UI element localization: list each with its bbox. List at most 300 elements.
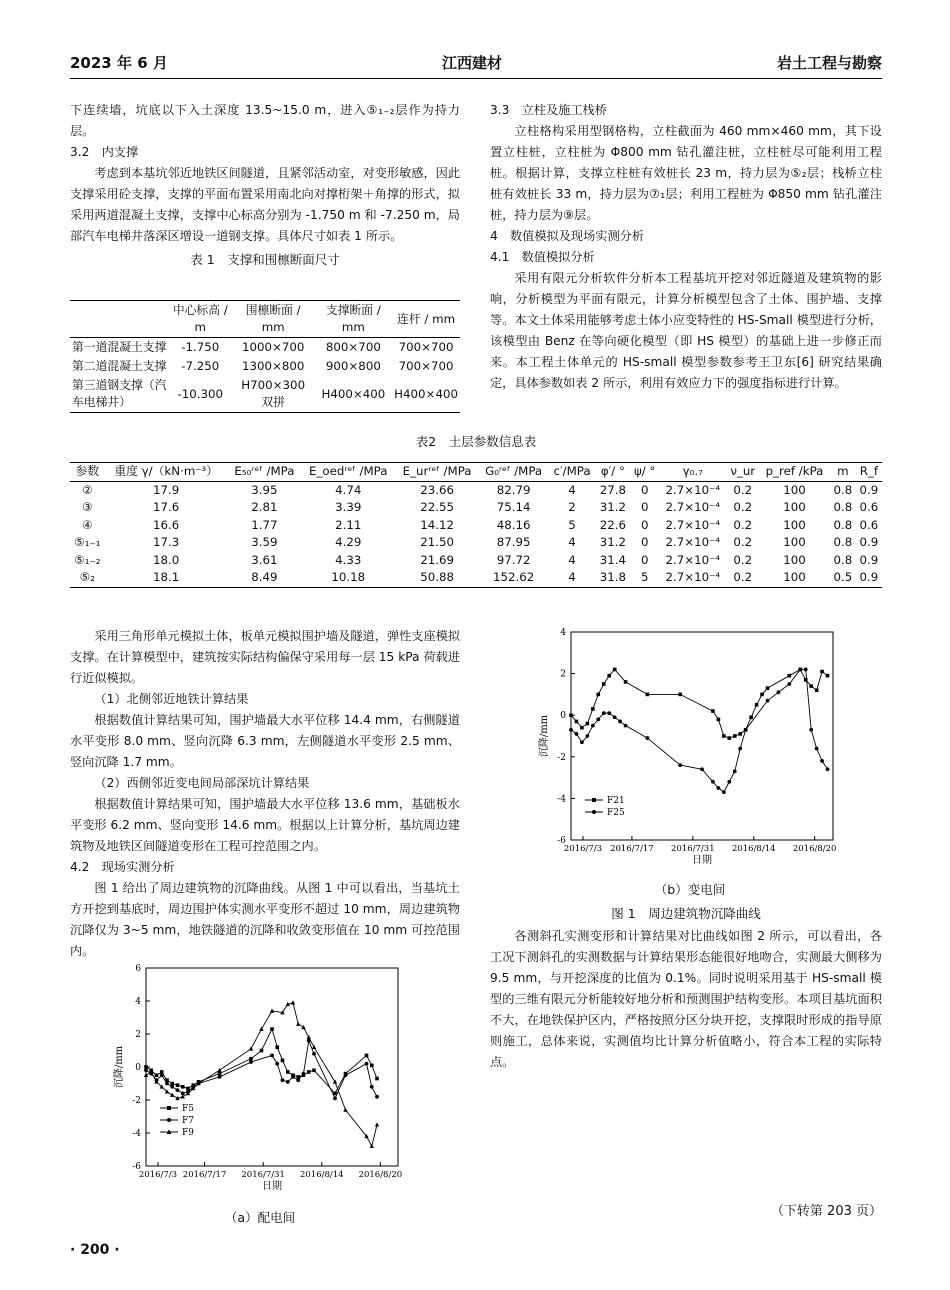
data-point-f5 (160, 1070, 164, 1074)
table-cell: 3.95 (251, 482, 278, 497)
data-point-f9 (296, 1022, 300, 1026)
table-cell: 0.9 (859, 570, 879, 584)
y-tick-label: -6 (132, 1162, 141, 1172)
right-column-bottom (490, 926, 882, 1073)
y-axis-label: 沉降/mm (539, 714, 550, 758)
continue-note: （下转第 203 页） (770, 1204, 882, 1219)
data-point-f7 (365, 1062, 369, 1066)
data-point-f21 (678, 693, 682, 697)
table-cell: 0.2 (733, 570, 753, 584)
paragraph: 根据数值计算结果可知，围护墙最大水平位移 14.4 mm，右侧隧道水平变形 8.0 mm、竖向沉降 6.3 mm，左侧隧道水平变形 2.5 mm、竖向沉降 1.7 mm。 (70, 713, 460, 769)
data-point-f7 (170, 1085, 174, 1089)
data-point-f5 (249, 1057, 253, 1061)
data-point-f25 (777, 690, 781, 694)
data-point-f25 (575, 732, 579, 736)
table-header-cell: G₀ʳᵉᶠ /MPa (485, 464, 543, 478)
data-point-f25 (711, 780, 715, 784)
legend-marker (167, 1118, 171, 1122)
table1-title: 表 1 支撑和围檩断面尺寸 (190, 252, 340, 267)
x-tick-label: 2016/8/14 (299, 1170, 344, 1180)
data-point-f25 (700, 767, 704, 771)
data-point-f21 (613, 668, 617, 672)
table-cell: 0.2 (733, 517, 753, 532)
table-cell: ② (82, 482, 93, 497)
table-cell: 82.79 (496, 482, 531, 497)
table-cell: 2.7×10⁻⁴ (665, 500, 721, 514)
data-point-f25 (804, 668, 808, 672)
data-point-f25 (809, 728, 813, 732)
table-cell: 50.88 (420, 570, 454, 584)
data-point-f9 (301, 1025, 305, 1029)
data-point-f5 (181, 1085, 185, 1089)
table-cell: 2.7×10⁻⁴ (665, 570, 721, 584)
paragraph: （1）北侧邻近地铁计算结果 (94, 692, 249, 706)
table-cell: 0.8 (833, 552, 853, 567)
data-point-f21 (760, 693, 764, 697)
data-point-f25 (826, 767, 830, 771)
data-point-f5 (218, 1072, 222, 1076)
table-header-cell: 重度 γ/（kN·m⁻³） (114, 464, 219, 478)
table-cell: 2.11 (335, 517, 362, 532)
table-header-cell: E_oedʳᵉᶠ /MPa (309, 464, 388, 478)
table-cell: 48.16 (496, 517, 531, 532)
table-cell: H400×400 (321, 386, 386, 401)
data-point-f7 (218, 1075, 222, 1079)
table-cell: 2.7×10⁻⁴ (665, 517, 721, 532)
table-cell: 3.61 (251, 552, 278, 567)
table-cell: 75.14 (496, 500, 531, 514)
table-cell: 0.8 (833, 500, 853, 514)
table-cell: 2 (568, 500, 576, 514)
x-tick-label: 2016/7/3 (563, 844, 603, 854)
data-point-f5 (307, 1070, 311, 1074)
data-point-f7 (160, 1073, 164, 1077)
data-point-f25 (624, 724, 628, 728)
series-line-f21 (571, 669, 828, 738)
y-tick-label: 0 (135, 1063, 141, 1073)
left-column-top (70, 100, 460, 274)
data-point-f5 (286, 1070, 290, 1074)
table-row (70, 517, 882, 535)
table-cell: 22.6 (599, 517, 627, 532)
table-cell: 14.12 (420, 517, 454, 532)
table-cell: 16.6 (153, 517, 180, 532)
data-point-f21 (586, 722, 590, 726)
y-tick-label: -2 (557, 752, 566, 763)
data-point-f21 (569, 713, 573, 717)
table2 (70, 462, 882, 588)
table-row (70, 552, 882, 570)
table-cell: 0.2 (733, 482, 753, 497)
data-point-f5 (155, 1073, 159, 1077)
legend-label: F7 (182, 1116, 194, 1126)
y-tick-label: 2 (560, 669, 566, 680)
table-cell: 31.2 (599, 535, 627, 549)
data-point-f25 (820, 759, 824, 763)
table-cell: -10.300 (177, 386, 224, 401)
table-cell: 152.62 (493, 570, 535, 584)
y-tick-label: 2 (135, 1030, 141, 1040)
table-cell: -7.250 (181, 359, 220, 373)
table-cell: 4.29 (335, 535, 362, 549)
data-point-f9 (312, 1045, 316, 1049)
data-point-f25 (766, 699, 770, 703)
table-cell: 10.18 (331, 570, 366, 584)
table-cell: 17.3 (153, 535, 180, 549)
legend-marker (167, 1106, 171, 1110)
page-header (70, 52, 882, 78)
table-cell: H700×300 双拼 (241, 378, 306, 409)
legend-label: F5 (182, 1104, 194, 1114)
data-point-f7 (291, 1075, 295, 1079)
table-cell: 800×700 (325, 340, 381, 354)
table-cell: 0.2 (733, 552, 753, 567)
data-point-f21 (624, 680, 628, 684)
data-point-f25 (798, 668, 802, 672)
table-cell: 0.8 (833, 482, 853, 497)
table-cell: 21.69 (420, 552, 454, 567)
table-cell: 100 (783, 482, 806, 497)
data-point-f25 (618, 720, 622, 724)
y-tick-label: 6 (135, 964, 141, 974)
table-cell: 100 (783, 552, 806, 567)
data-point-f25 (646, 736, 650, 740)
left-column-bottom (70, 626, 460, 962)
x-tick-label: 2016/8/14 (731, 844, 776, 854)
table-cell: 8.49 (251, 570, 278, 584)
table-cell: ③ (82, 500, 93, 514)
table-cell: 0.2 (733, 535, 753, 549)
y-axis-label: 沉降/mm (114, 1045, 125, 1089)
data-point-f9 (181, 1094, 185, 1098)
table-row (70, 338, 460, 358)
data-point-f25 (591, 724, 595, 728)
table-cell: 17.6 (153, 500, 180, 514)
legend-marker (592, 810, 596, 814)
table-row (70, 481, 882, 499)
table-header-cell: γ₀.₇ (682, 464, 703, 478)
table-header-cell: E_urʳᵉᶠ /MPa (402, 464, 472, 478)
table-cell: 18.0 (153, 552, 180, 567)
chart-a-caption: （a）配电间 (224, 1210, 296, 1225)
table-cell: 0.8 (833, 535, 853, 549)
data-point-f7 (144, 1068, 148, 1072)
paragraph: 立柱格构采用型钢格构，立柱截面为 460 mm×460 mm，其下设置立柱桩，立柱桩为 Φ800 mm 钻孔灌注桩，立柱桩尽可能利用工程桩。根据计算，支撑立柱桩有效桩长 23 m，持力层为⑤₂层；栈桥立柱桩有效桩长 33 m，持力层为⑦₁层；利用工程桩为 Φ850 mm 钻孔灌注桩，持力层为⑨层。 (490, 124, 882, 222)
legend-label: F25 (607, 808, 625, 818)
data-point-f21 (755, 703, 759, 707)
header-journal: 江西建材 (442, 54, 503, 72)
table-cell: 0.2 (733, 500, 753, 514)
table-cell: 4 (568, 552, 576, 567)
table-row (70, 499, 882, 517)
data-point-f7 (302, 1072, 306, 1076)
x-tick-label: 2016/8/20 (358, 1170, 403, 1180)
table-cell: 0 (640, 500, 649, 514)
table1 (70, 300, 460, 413)
table-header-cell: E₅₀ʳᵉᶠ /MPa (234, 464, 295, 478)
data-point-f25 (815, 747, 819, 751)
table-cell: H400×400 (394, 386, 458, 401)
data-point-f5 (365, 1054, 369, 1058)
data-point-f5 (176, 1083, 180, 1087)
table-cell: 第二道混凝土支撑 (72, 359, 167, 373)
data-point-f5 (312, 1069, 316, 1073)
table-header-cell: R_f (859, 464, 879, 478)
table-cell: 0 (640, 482, 649, 497)
data-point-f21 (820, 670, 824, 674)
table-cell: 31.8 (599, 570, 627, 584)
table-header-cell: 围檩断面 / mm (245, 303, 301, 334)
x-tick-label: 2016/7/31 (241, 1170, 285, 1180)
table-cell: 2.7×10⁻⁴ (665, 482, 721, 497)
data-point-f7 (344, 1073, 348, 1077)
table-cell: 0.9 (859, 535, 879, 549)
section-heading: 3.3 立柱及施工栈桥 (490, 103, 607, 117)
data-point-f25 (722, 790, 726, 794)
data-point-f25 (787, 682, 791, 686)
data-point-f25 (596, 717, 600, 721)
chart-b-settlement (535, 622, 845, 872)
table-cell: 4 (568, 570, 576, 584)
table-header-cell: ν_ur (730, 464, 756, 478)
y-tick-label: -6 (557, 836, 566, 846)
table-header-cell: 中心标高 / m (172, 303, 228, 334)
data-point-f25 (733, 769, 737, 773)
table-cell: 3.59 (251, 535, 278, 549)
table-cell: 第一道混凝土支撑 (72, 340, 167, 354)
x-axis-label: 日期 (262, 1181, 282, 1192)
x-tick-label: 2016/7/31 (671, 844, 715, 854)
data-point-f5 (260, 1049, 264, 1053)
table-header-cell (70, 301, 169, 338)
data-point-f5 (144, 1065, 148, 1069)
chart-a-settlement (110, 958, 410, 1198)
table-header-cell: 连杆 / mm (397, 311, 456, 326)
x-axis-label: 日期 (692, 855, 712, 866)
x-tick-label: 2016/7/17 (610, 844, 654, 854)
data-point-f21 (727, 736, 731, 740)
table-cell: 22.55 (420, 500, 454, 514)
data-point-f9 (249, 1046, 253, 1050)
data-point-f25 (744, 728, 748, 732)
data-point-f7 (286, 1080, 290, 1084)
data-point-f7 (296, 1078, 300, 1082)
table-cell: 700×700 (398, 359, 454, 373)
table-header-cell: 参数 (75, 464, 100, 478)
data-point-f25 (569, 728, 573, 732)
section-heading: 4.1 数值模拟分析 (490, 250, 595, 264)
table-header-row (70, 463, 882, 482)
series-line-f9 (146, 1003, 377, 1147)
table-cell: 0.6 (859, 500, 879, 514)
data-point-f7 (275, 1062, 279, 1066)
table-cell: ⑤₂ (79, 570, 95, 584)
table-cell: 31.4 (599, 552, 627, 567)
y-tick-label: -2 (132, 1096, 141, 1106)
table-cell: 0.8 (833, 517, 853, 532)
table-cell: 4.74 (335, 482, 362, 497)
data-point-f25 (613, 715, 617, 719)
data-point-f25 (678, 763, 682, 767)
data-point-f21 (646, 693, 650, 697)
table-cell: 18.1 (153, 570, 180, 584)
data-point-f9 (307, 1035, 311, 1039)
data-point-f5 (170, 1082, 174, 1086)
paragraph: 图 1 给出了周边建筑物的沉降曲线。从图 1 中可以看出，当基坑土方开挖到基底时，周边围护体实测水平变形不超过 10 mm，周边建筑物沉降仅为 3~5 mm，地铁隧道的沉降和收敛变形值在 10 mm 可控范围内。 (70, 881, 460, 958)
data-point-f21 (788, 674, 792, 678)
data-point-f7 (375, 1095, 379, 1099)
data-point-f21 (722, 734, 726, 738)
right-column-top (490, 100, 882, 394)
data-point-f25 (727, 780, 731, 784)
table-header-cell: ψ/ ° (634, 464, 656, 478)
data-point-f25 (580, 740, 584, 744)
table-cell: 0.6 (859, 517, 879, 532)
data-point-f21 (591, 707, 595, 711)
data-point-f9 (343, 1108, 347, 1112)
data-point-f7 (249, 1060, 253, 1064)
table-cell: 100 (783, 570, 806, 584)
table-cell: 0.9 (859, 482, 879, 497)
x-tick-label: 2016/8/20 (792, 844, 837, 854)
table-cell: 100 (783, 535, 806, 549)
series-line-f25 (571, 669, 828, 792)
data-point-f21 (809, 684, 813, 688)
table-cell: ④ (82, 517, 93, 532)
data-point-f25 (716, 786, 720, 790)
table-cell: 4.33 (335, 552, 362, 567)
legend-marker (592, 798, 596, 802)
data-point-f5 (281, 1059, 285, 1063)
table-header-cell: m (837, 464, 849, 478)
data-point-f9 (144, 1073, 148, 1077)
data-point-f21 (766, 686, 770, 690)
legend-label: F9 (182, 1128, 194, 1138)
data-point-f5 (370, 1064, 374, 1068)
table-cell: 4 (568, 535, 576, 549)
data-point-f5 (186, 1087, 190, 1091)
table-header-row (70, 301, 460, 338)
data-point-f21 (717, 718, 721, 722)
paragraph: 考虑到本基坑邻近地铁区间隧道，且紧邻活动室，对变形敏感，因此支撑采用砼支撑，支撑的平面布置采用南北向对撑桁架＋角撑的形式，拟采用两道混凝土支撑，支撑中心标高分别为 -1.750 m 和 -7.250 m，局部汽车电梯井落深区增设一道钢支撑。具体尺寸如表 1 所示。 (70, 166, 461, 243)
data-point-f21 (826, 674, 830, 678)
y-tick-label: 0 (560, 711, 566, 722)
table-cell: 5 (640, 570, 649, 584)
table-cell: 2.7×10⁻⁴ (665, 552, 721, 567)
header-section: 岩土工程与勘察 (776, 54, 882, 72)
paragraph: 下连续墙，坑底以下入土深度 13.5~15.0 m，进入⑤₁₋₂层作为持力层。 (70, 103, 460, 138)
chart-b-caption: （b）变电间 (654, 882, 726, 897)
section-heading: 4.2 现场实测分析 (70, 860, 175, 874)
y-tick-label: 4 (560, 628, 566, 638)
table-cell: 87.95 (496, 535, 531, 549)
table-cell: ⑤₁₋₂ (74, 552, 101, 567)
data-point-f21 (575, 720, 579, 724)
y-tick-label: -4 (557, 794, 566, 805)
data-point-f21 (738, 732, 742, 736)
table-cell: 97.72 (496, 552, 531, 567)
data-point-f9 (170, 1093, 174, 1097)
table-cell: 900×800 (325, 359, 381, 373)
data-point-f7 (370, 1085, 374, 1089)
table-cell: 17.9 (153, 482, 180, 497)
table-row (70, 534, 882, 552)
data-point-f25 (585, 734, 589, 738)
table-header-cell: 支撑断面 / mm (325, 303, 381, 334)
page-number: · 200 · (70, 1242, 120, 1258)
header-date: 2023 年 6 月 (70, 54, 168, 72)
data-point-f21 (607, 674, 611, 678)
table-header-cell: c′/MPa (553, 464, 591, 478)
data-point-f25 (602, 711, 606, 715)
table-cell: 31.2 (599, 500, 627, 514)
section-heading: 3.2 内支撑 (70, 145, 139, 159)
table-row (70, 376, 460, 413)
table-cell: 0 (640, 535, 649, 549)
table-cell: 21.50 (420, 535, 454, 549)
table-cell: -1.750 (181, 340, 220, 354)
data-point-f7 (270, 1054, 274, 1058)
data-point-f21 (596, 693, 600, 697)
data-point-f21 (602, 682, 606, 686)
data-point-f21 (815, 688, 819, 692)
data-point-f9 (375, 1122, 379, 1126)
table-cell: 第三道钢支撑（汽车电梯井） (72, 378, 167, 409)
table-cell: 5 (568, 517, 576, 532)
data-point-f9 (370, 1144, 374, 1148)
data-point-f5 (375, 1077, 379, 1081)
table-header-cell: φ′/ ° (600, 464, 625, 478)
paragraph: 采用有限元分析软件分析本工程基坑开挖对邻近隧道及建筑物的影响，分析模型为平面有限元，计算分析模型包含了土体、围护墙、支撑等。本文土体采用能够考虑土体小应变特性的 HS-Small 模型进行分析，该模型由 Benz 在等向硬化模型（即 HS 模型）的基础上进一步修正而来。本工程土体单元的 HS-small 模型参数参考王卫东[6] 研究结果确定，具体参数如表 2 所示，利用有效应力下的强度指标进行计算。 (490, 271, 882, 390)
legend-label: F21 (607, 796, 625, 806)
table-row (70, 357, 460, 376)
table-row (70, 569, 882, 587)
data-point-f21 (580, 726, 584, 730)
table-cell: 0.5 (833, 570, 853, 584)
table-cell: 700×700 (398, 340, 454, 354)
y-tick-label: 4 (135, 997, 141, 1007)
table-cell: 27.8 (599, 482, 627, 497)
series-line-f5 (146, 1029, 377, 1093)
data-point-f9 (291, 1000, 295, 1004)
table-cell: 1300×800 (241, 359, 305, 373)
table-cell: 100 (783, 517, 806, 532)
figure1-title: 图 1 周边建筑物沉降曲线 (611, 906, 761, 921)
table-cell: 2.7×10⁻⁴ (665, 535, 721, 549)
data-point-f21 (749, 715, 753, 719)
x-tick-label: 2016/7/3 (138, 1170, 178, 1180)
data-point-f25 (607, 711, 611, 715)
x-tick-label: 2016/7/17 (182, 1170, 227, 1180)
paragraph: 各测斜孔实测变形和计算结果对比曲线如图 2 所示，可以看出，各工况下测斜孔的实测数据与计算结果形态能很好地吻合，实测最大侧移为 9.5 mm，与开挖深度的比值为 0.1%。同时说明采用基于 HS-small 模型的三维有限元分析能较好地分析和预测围护结构变形。本项目基坑面积不大，在地铁保护区内，严格按照分区分块开挖，支撑限时形成的指导原则施工，总体来说，实测值均比计算分析值略小，符合本工程的实际特点。 (490, 929, 882, 1069)
paragraph: 根据数值计算结果可知，围护墙最大水平位移 13.6 mm，基础板水平变形 6.2 mm、竖向变形 14.6 mm。根据以上计算分析，基坑周边建筑物及地铁区间隧道变形在工程可控范围之内。 (70, 797, 460, 853)
data-point-f5 (275, 1045, 279, 1049)
header-rule (70, 78, 882, 79)
data-point-f7 (281, 1078, 285, 1082)
data-point-f9 (270, 1009, 274, 1013)
table2-title: 表2 土层参数信息表 (415, 434, 537, 449)
table-cell: 2.81 (251, 500, 278, 514)
table-cell: ⑤₁₋₁ (74, 535, 101, 549)
table-cell: 3.39 (335, 500, 362, 514)
data-point-f7 (333, 1096, 337, 1100)
table-header-cell: p_ref /kPa (765, 464, 824, 478)
paragraph: （2）西侧邻近变电间局部深坑计算结果 (94, 776, 310, 790)
paragraph: 采用三角形单元模拟土体，板单元模拟围护墙及隧道，弹性支座模拟支撑。在计算模型中，建筑按实际结构偏保守采用每一层 15 kPa 荷载进行近似模拟。 (70, 629, 461, 685)
data-point-f5 (270, 1027, 274, 1031)
data-point-f9 (217, 1068, 221, 1072)
table-cell: 1000×700 (241, 340, 305, 354)
